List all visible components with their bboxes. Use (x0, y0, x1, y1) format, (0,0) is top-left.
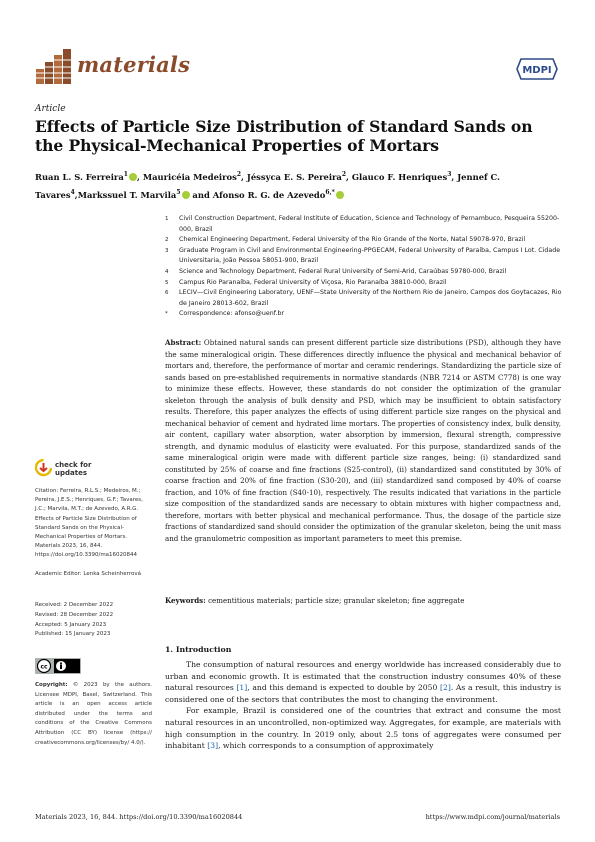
affiliation-item (165, 246, 565, 267)
affiliation-item (165, 309, 565, 320)
affiliation-text: Science and Technology Department, Federal Rural University of Semi-Arid, Caraúbas 59780-000, Brazil (179, 267, 507, 275)
check-updates-line1: check for (55, 461, 92, 469)
author-separator: , (74, 190, 78, 201)
affiliations (165, 214, 565, 320)
copyright-label: Copyright: (35, 682, 68, 688)
check-updates-line2: updates (55, 469, 87, 477)
footer-citation: Materials 2023, 16, 844. https://doi.org/10.3390/ma16020844 (35, 813, 243, 821)
affiliation-text: Civil Construction Department, Federal Institute of Education, Science and Technology of Pernambuco, Pesqueira 55200-000, Brazil (179, 215, 560, 233)
affiliation-item (165, 235, 565, 246)
author-list (35, 167, 560, 204)
affiliation-text: Graduate Program in Civil and Environmental Engineering-PPGECAM, Federal University of Paraíba, Campus I Lot. Cidade Universitaria, João Pessoa 58051-900, Brazil (179, 246, 561, 265)
intro-paragraph-1: The consumption of natural resources and energy worldwide has increased considerably due to urban and economic growth. It is estimated that the construction industry consumes 40% of these natural resources [1], and this demand is expected to double by 2050 [2]. As a result, this industry is considered one of the sectors that contributes the most to changing the environment. (165, 660, 561, 704)
author-separator: , (136, 171, 143, 182)
mdpi-logo-text: MDPI (522, 65, 552, 76)
affiliation-item (165, 267, 565, 278)
author-name: Mauricéia Medeiros (142, 171, 237, 182)
abstract-label: Abstract: (165, 338, 202, 347)
affiliation-mark: 6 (165, 290, 169, 297)
author-affiliation-mark: 6,* (325, 189, 335, 197)
date-published: Published: 15 January 2023 (35, 631, 111, 638)
copyright-text: © 2023 by the authors. Licensee MDPI, Basel, Switzerland. This article is an open access article distributed under the terms and conditions of the Creative Commons Attribution (CC BY) license (https:// creativecommons.org/licenses/by/ 4.0/). (35, 682, 152, 746)
abstract (165, 337, 561, 544)
academic-editor: Academic Editor: Lenka Scheinherrová (35, 571, 141, 577)
author-affiliation-mark: 2 (341, 171, 347, 178)
author-name: Ruan L. S. Ferreira (35, 171, 124, 182)
affiliation-mark: 2 (165, 237, 169, 244)
reference-link-2[interactable]: [2] (439, 683, 451, 693)
affiliation-mark: 5 (165, 279, 169, 286)
introduction-body (165, 659, 561, 752)
date-received: Received: 2 December 2022 (35, 602, 114, 608)
author-separator: , (241, 171, 247, 182)
footer-journal-url[interactable]: https://www.mdpi.com/journal/materials (425, 813, 560, 821)
affiliation-mark: * (165, 311, 168, 318)
orcid-icon[interactable] (182, 191, 190, 199)
affiliation-text: LECIV—Civil Engineering Laboratory, UENF—State University of the Northern Rio de Janeiro, Campos dos Goytacazes, Rio de Janeiro 28013-602, Brazil (179, 289, 562, 307)
author-name: Markssuel T. Marvila (77, 190, 177, 201)
keywords (165, 595, 561, 606)
reference-link-1[interactable]: [1] (236, 683, 248, 693)
copyright-notice (35, 681, 152, 748)
publication-dates (35, 601, 150, 640)
section-heading-introduction: 1. Introduction (165, 645, 232, 654)
abstract-text: Obtained natural sands can present different particle size distributions (PSD), although they have the same mineralogical origin. These differences directly influence the physical and mechanical behavior of mortars and, therefore, the performance of mortar and ceramic renderings. Standardizing the particle size of sands based on pre-established requirements in normative standards (NBR 7214 or ASTM C778) is one way to minimize these effects. However, these standards do not consider the optimization of the granular skeleton through the analysis of bulk density and PSD, which may be insufficient to obtain satisfactory results. Therefore, this paper analyzes the effects of using different particle size ranges on the physical and mechanical behavior of cement and hydrated lime mortars. The properties of consistency index, bulk density, air content, capillary water absorption, water absorption by immersion, flexural strength, compressive strength, and dynamic modulus of elasticity were evaluated. For this purpose, standardized sands of the same mineralogical origin were made with different particle size ranges, being: (i) standardized sand constituted by 25% of coarse and fine fractions (S25-control), (ii) standardized sand constituted by 30% of coarse fraction and 20% of fine fraction (S30-20), and (iii) standardized sand composed by 40% of coarse fraction, and 10% of fine fraction (S40-10), respectively. The results indicated that variations in the particle size composition of the standardized sands are necessary to obtain mixtures with higher compactness and, therefore, mortars with better physical and mechanical performance. Thus, the dosage of the particle size fractions of standardized sand should consider the optimization of the granular skeleton, being the unit mass and the granulometric composition as important parameters to meet this premise. (165, 338, 561, 543)
cc-by-license-icon[interactable] (35, 658, 81, 674)
author-affiliation-mark: 2 (236, 171, 242, 178)
mdpi-logo-icon[interactable] (515, 57, 559, 81)
keywords-label: Keywords: (165, 596, 206, 605)
author-affiliation-mark: 4 (70, 189, 75, 197)
affiliation-text: Campus Rio Paranaíba, Federal University of Viçosa, Rio Paranaíba 38810-000, Brazil (179, 278, 447, 286)
author-separator: , (451, 171, 458, 182)
author-separator: , (346, 171, 352, 182)
affiliation-mark: 3 (165, 247, 169, 254)
orcid-icon[interactable] (336, 191, 344, 199)
check-updates-icon (35, 459, 52, 479)
intro-paragraph-2: For example, Brazil is considered one of the countries that extract and consume the most natural resources in an uncontrolled, non-optimized way. Aggregates, for example, are materials with high consumption in the country. In 2019 only, about 2.5 tons of aggregates were consumed per inhabitant [3], which corresponds to a consumption of approximately (165, 706, 561, 751)
date-revised: Revised: 28 December 2022 (35, 611, 114, 618)
affiliation-mark: 4 (165, 268, 169, 275)
affiliation-text: Chemical Engineering Department, Federal University of the Rio Grande of the Norte, Natal 59078-970, Brazil (179, 236, 526, 244)
author-affiliation-mark: 5 (176, 189, 181, 197)
article-type: Article (35, 104, 66, 114)
affiliation-text: Correspondence: afonso@uenf.br (179, 310, 285, 318)
author-affiliation-mark: 1 (123, 171, 128, 178)
journal-name: materials (77, 52, 191, 77)
author-separator: and (189, 190, 213, 201)
paper-title: Effects of Particle Size Distribution of Standard Sands on the Physical-Mechanical Properties of Mortars (35, 117, 533, 155)
affiliation-item (165, 288, 565, 309)
check-for-updates-button[interactable] (35, 459, 91, 479)
author-name: Afonso R. G. de Azevedo (212, 190, 326, 201)
author-affiliation-mark: 3 (447, 171, 452, 178)
journal-logo-icon (35, 47, 73, 85)
keywords-text: cementitious materials; particle size; granular skeleton; fine aggregate (208, 596, 465, 605)
affiliation-mark: 1 (165, 216, 169, 222)
author-name: Jéssyca E. S. Pereira (246, 171, 342, 182)
date-accepted: Accepted: 5 January 2023 (35, 621, 107, 628)
orcid-icon[interactable] (129, 173, 137, 181)
author-name: Glauco F. Henriques (351, 171, 448, 182)
svg-text:cc: cc (40, 663, 48, 671)
author-name: Jennef C. Tavares (35, 171, 500, 201)
reference-link-3[interactable]: [3] (207, 741, 219, 751)
citation: Citation: Ferreira, R.L.S.; Medeiros, M.; Pereira, J.E.S.; Henriques, G.F.; Tavares, J.C.; Marvila, M.T.; de Azevedo, A.R.G. Effects of Particle Size Distribution of Standard Sands on the Physical-Mechanical Properties of Mortars. Materials 2023, 16, 844. https://doi.org/10.3390/ma16020844 (35, 488, 143, 559)
affiliation-item (165, 278, 565, 289)
affiliation-item (165, 214, 565, 235)
